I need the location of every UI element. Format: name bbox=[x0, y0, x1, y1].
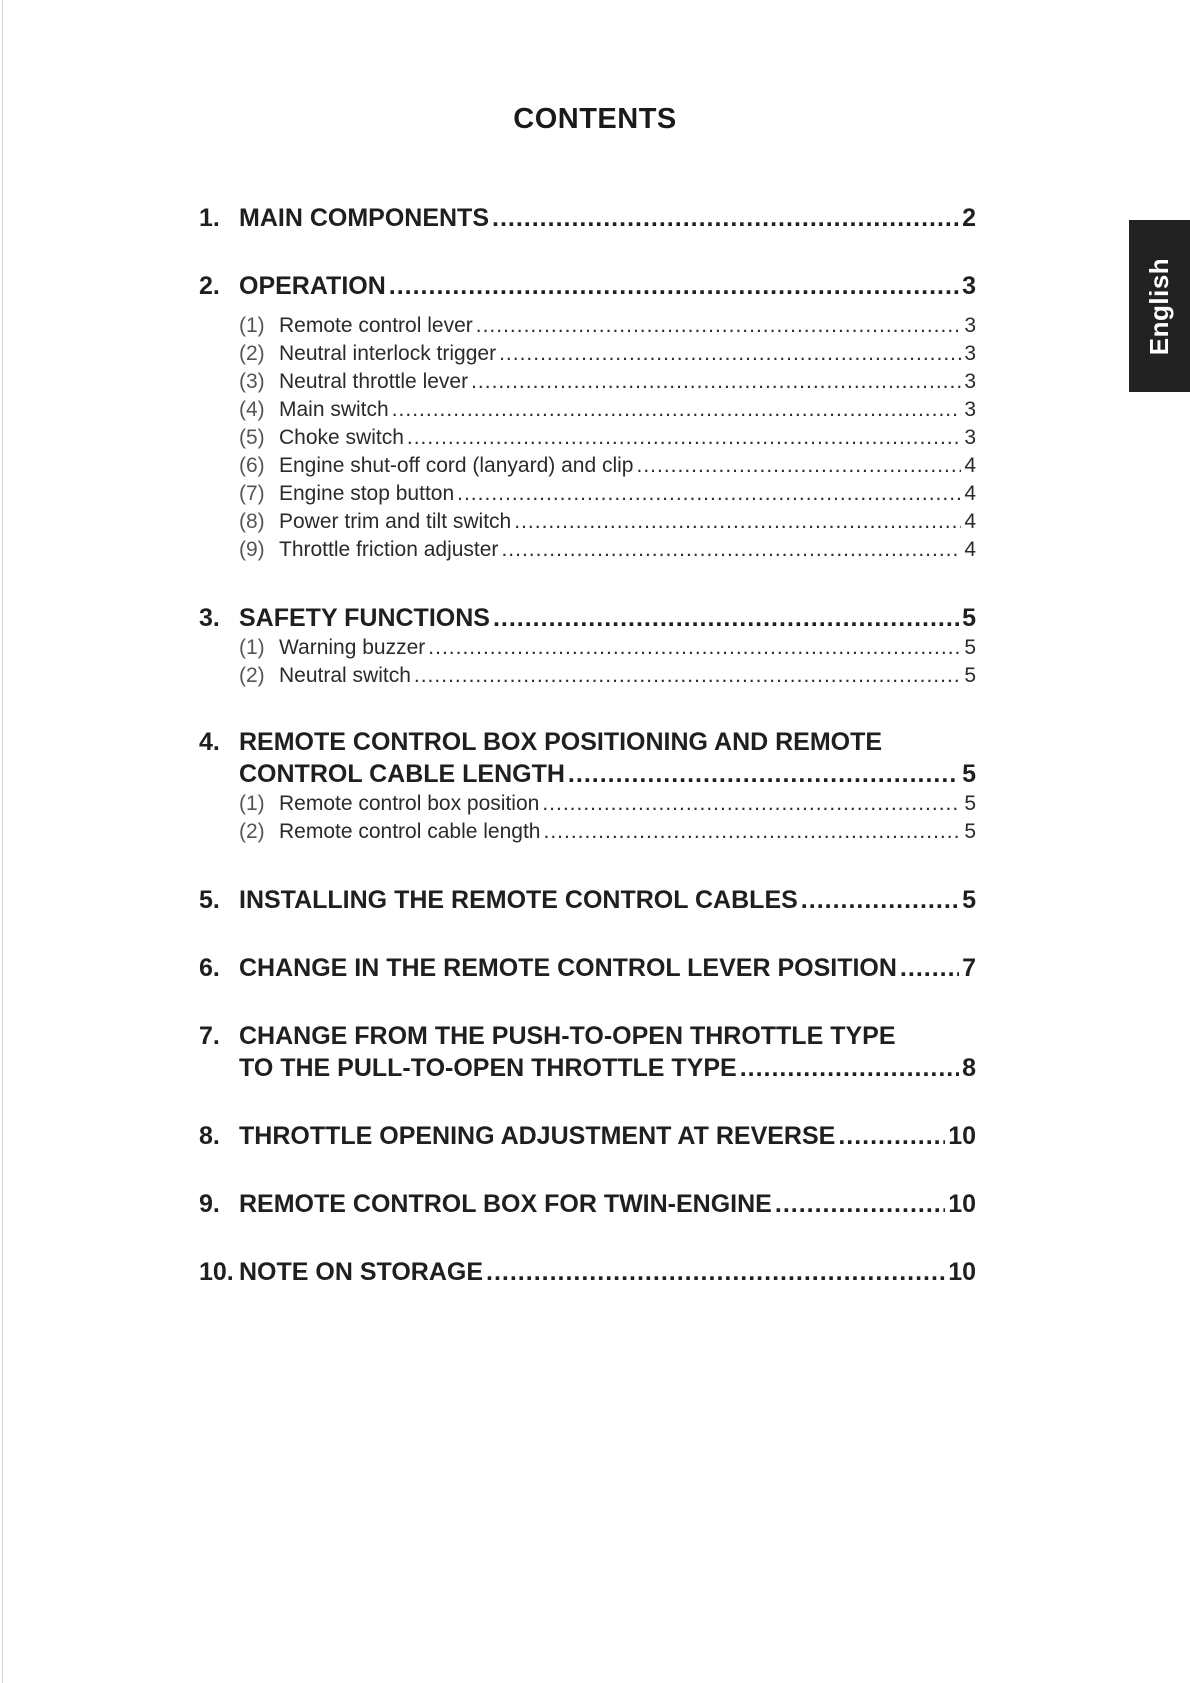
toc-entry-page: 5 bbox=[962, 604, 976, 632]
toc-entry-title: THROTTLE OPENING ADJUSTMENT AT REVERSE bbox=[239, 1122, 836, 1150]
toc-entry-9[interactable] bbox=[199, 1190, 976, 1219]
dot-leader bbox=[486, 1258, 945, 1287]
toc-subentry-title: Choke switch bbox=[279, 426, 404, 449]
toc-entry-4-line1[interactable] bbox=[199, 728, 976, 757]
toc-entry-8[interactable] bbox=[199, 1122, 976, 1151]
toc-subentry-page: 4 bbox=[964, 454, 976, 477]
toc-subentry-title: Power trim and tilt switch bbox=[279, 510, 512, 533]
dot-leader bbox=[568, 760, 959, 789]
toc-entry-number: 10. bbox=[199, 1258, 234, 1286]
toc-entry-10[interactable] bbox=[199, 1258, 976, 1287]
toc-entry-3[interactable] bbox=[199, 604, 976, 633]
toc-entry-page: 3 bbox=[962, 272, 976, 300]
dot-leader bbox=[471, 370, 961, 394]
toc-entry-number: 9. bbox=[199, 1190, 220, 1218]
toc-subentry-4-2[interactable] bbox=[239, 820, 976, 844]
dot-leader bbox=[492, 204, 959, 233]
dot-leader bbox=[493, 604, 959, 633]
toc-entry-title: NOTE ON STORAGE bbox=[239, 1258, 484, 1286]
dot-leader bbox=[544, 820, 962, 844]
toc-entry-page: 10 bbox=[948, 1258, 976, 1286]
dot-leader bbox=[900, 954, 959, 983]
dot-leader bbox=[514, 510, 961, 534]
toc-subentry-number: (5) bbox=[239, 426, 265, 449]
toc-entry-page: 8 bbox=[962, 1054, 976, 1082]
toc-entry-number: 2. bbox=[199, 272, 220, 300]
dot-leader bbox=[407, 426, 961, 450]
dot-leader bbox=[775, 1190, 945, 1219]
toc-subentry-number: (2) bbox=[239, 342, 265, 365]
toc-entry-title: CONTROL CABLE LENGTH bbox=[239, 760, 565, 788]
toc-entry-title: REMOTE CONTROL BOX FOR TWIN-ENGINE bbox=[239, 1190, 772, 1218]
toc-subentry-title: Neutral interlock trigger bbox=[279, 342, 497, 365]
toc-subentry-page: 4 bbox=[964, 482, 976, 505]
toc-subentry-title: Remote control lever bbox=[279, 314, 473, 337]
toc-entry-7-line1[interactable] bbox=[199, 1022, 976, 1051]
toc-subentry-2-4[interactable] bbox=[239, 398, 976, 422]
toc-entry-1[interactable] bbox=[199, 204, 976, 233]
toc-entry-page: 10 bbox=[948, 1122, 976, 1150]
toc-entry-number: 6. bbox=[199, 954, 220, 982]
dot-leader bbox=[636, 454, 961, 478]
toc-subentry-number: (2) bbox=[239, 820, 265, 843]
toc-entry-title-line1: CHANGE FROM THE PUSH-TO-OPEN THROTTLE TYPE bbox=[239, 1022, 896, 1050]
toc-subentry-2-3[interactable] bbox=[239, 370, 976, 394]
dot-leader bbox=[414, 664, 961, 688]
toc-entry-title: OPERATION bbox=[239, 272, 386, 300]
toc-subentry-number: (6) bbox=[239, 454, 265, 477]
toc-entry-number: 5. bbox=[199, 886, 220, 914]
dot-leader bbox=[457, 482, 961, 506]
toc-subentry-3-1[interactable] bbox=[239, 636, 976, 660]
toc-subentry-2-9[interactable] bbox=[239, 538, 976, 562]
toc-subentry-page: 4 bbox=[964, 510, 976, 533]
toc-entry-2[interactable] bbox=[199, 272, 976, 301]
page-title: CONTENTS bbox=[513, 103, 677, 135]
dot-leader bbox=[501, 538, 961, 562]
toc-subentry-title: Remote control cable length bbox=[279, 820, 541, 843]
toc-entry-title: SAFETY FUNCTIONS bbox=[239, 604, 490, 632]
dot-leader bbox=[838, 1122, 945, 1151]
toc-entry-title: TO THE PULL-TO-OPEN THROTTLE TYPE bbox=[239, 1054, 737, 1082]
dot-leader bbox=[389, 272, 959, 301]
toc-subentry-page: 3 bbox=[964, 370, 976, 393]
toc-subentry-2-5[interactable] bbox=[239, 426, 976, 450]
toc-subentry-2-6[interactable] bbox=[239, 454, 976, 478]
toc-entry-title: CHANGE IN THE REMOTE CONTROL LEVER POSITION bbox=[239, 954, 897, 982]
toc-entry-page: 7 bbox=[962, 954, 976, 982]
toc-entry-number: 4. bbox=[199, 728, 220, 756]
dot-leader bbox=[476, 314, 962, 338]
toc-subentry-page: 3 bbox=[964, 426, 976, 449]
toc-entry-number: 1. bbox=[199, 204, 220, 232]
dot-leader bbox=[740, 1054, 959, 1083]
toc-subentry-2-2[interactable] bbox=[239, 342, 976, 366]
toc-entry-title-line1: REMOTE CONTROL BOX POSITIONING AND REMOTE bbox=[239, 728, 883, 756]
toc-entry-6[interactable] bbox=[199, 954, 976, 983]
dot-leader bbox=[801, 886, 959, 915]
toc-entry-4[interactable] bbox=[199, 760, 976, 789]
toc-subentry-title: Engine shut-off cord (lanyard) and clip bbox=[279, 454, 634, 477]
toc-subentry-3-2[interactable] bbox=[239, 664, 976, 688]
toc-subentry-4-1[interactable] bbox=[239, 792, 976, 816]
toc-subentry-title: Engine stop button bbox=[279, 482, 455, 505]
toc-entry-number: 7. bbox=[199, 1022, 220, 1050]
dot-leader bbox=[499, 342, 961, 366]
toc-subentry-number: (1) bbox=[239, 636, 265, 659]
toc-entry-title: INSTALLING THE REMOTE CONTROL CABLES bbox=[239, 886, 798, 914]
toc-subentry-page: 3 bbox=[964, 314, 976, 337]
toc-entry-title: MAIN COMPONENTS bbox=[239, 204, 489, 232]
toc-subentry-number: (2) bbox=[239, 664, 265, 687]
toc-subentry-page: 5 bbox=[964, 664, 976, 687]
toc-subentry-page: 5 bbox=[964, 636, 976, 659]
toc-subentry-number: (9) bbox=[239, 538, 265, 561]
toc-subentry-title: Remote control box position bbox=[279, 792, 540, 815]
toc-entry-page: 5 bbox=[962, 760, 976, 788]
toc-subentry-number: (3) bbox=[239, 370, 265, 393]
toc-subentry-title: Neutral throttle lever bbox=[279, 370, 469, 393]
toc-subentry-title: Neutral switch bbox=[279, 664, 411, 687]
dot-leader bbox=[392, 398, 962, 422]
toc-subentry-page: 4 bbox=[964, 538, 976, 561]
toc-entry-7[interactable] bbox=[199, 1054, 976, 1083]
toc-subentry-number: (7) bbox=[239, 482, 265, 505]
toc-subentry-2-7[interactable] bbox=[239, 482, 976, 506]
toc-entry-page: 2 bbox=[962, 204, 976, 232]
toc-subentry-title: Throttle friction adjuster bbox=[279, 538, 499, 561]
toc-subentry-page: 3 bbox=[964, 342, 976, 365]
toc-entry-5[interactable] bbox=[199, 886, 976, 915]
toc-entry-number: 3. bbox=[199, 604, 220, 632]
dot-leader bbox=[428, 636, 961, 660]
toc-entry-page: 10 bbox=[948, 1190, 976, 1218]
toc-subentry-2-8[interactable] bbox=[239, 510, 976, 534]
toc-entry-page: 5 bbox=[962, 886, 976, 914]
toc-subentry-title: Main switch bbox=[279, 398, 389, 421]
toc-subentry-title: Warning buzzer bbox=[279, 636, 426, 659]
toc-subentry-number: (1) bbox=[239, 314, 265, 337]
language-tab-label: English bbox=[1144, 257, 1174, 355]
toc-subentry-2-1[interactable] bbox=[239, 314, 976, 338]
dot-leader bbox=[542, 792, 961, 816]
toc-subentry-page: 3 bbox=[964, 398, 976, 421]
toc-subentry-number: (8) bbox=[239, 510, 265, 533]
toc-subentry-number: (4) bbox=[239, 398, 265, 421]
toc-subentry-number: (1) bbox=[239, 792, 265, 815]
toc-entry-number: 8. bbox=[199, 1122, 220, 1150]
toc-subentry-page: 5 bbox=[964, 820, 976, 843]
toc-subentry-page: 5 bbox=[964, 792, 976, 815]
